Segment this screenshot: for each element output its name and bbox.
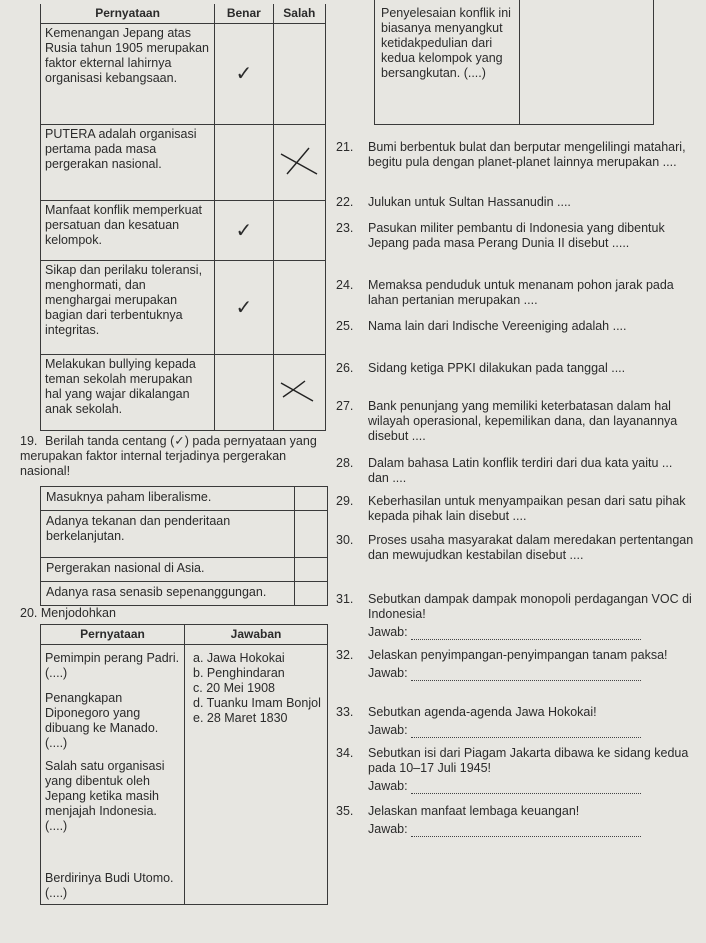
match-answer: e. 28 Maret 1830 — [193, 711, 288, 725]
cross-mark-icon — [273, 125, 325, 201]
answer-field[interactable] — [411, 782, 641, 794]
table-row-statement: Sikap dan perilaku toleransi, menghormati, dan menghargai merupakan bagian dari terbentuknya integritas. — [41, 261, 215, 355]
header-statement: Pernyataan — [41, 625, 185, 645]
question-34: 34. Sebutkan isi dari Piagam Jakarta dibawa ke sidang kedua pada 10–17 Juli 1945! Jawab: — [336, 746, 689, 793]
match-answer: d. Tuanku Imam Bonjol — [193, 696, 321, 710]
match-statement: Salah satu organisasi yang dibentuk oleh Jepang ketika masih menjajah Indonesia. (....) — [45, 759, 165, 833]
answer-label: Jawab: — [368, 666, 408, 680]
match-answer: a. Jawa Hokokai — [193, 651, 285, 665]
question-number: 20. — [20, 606, 38, 620]
question-text: Berilah tanda centang (✓) pada pernyataan yang merupakan faktor internal terjadinya pergerakan nasional! — [20, 434, 317, 478]
matching-table-20 — [40, 624, 328, 905]
answer-label: Jawab: — [368, 779, 408, 793]
question-32: 32. Jelaskan penyimpangan-penyimpangan tanam paksa! Jawab: — [336, 648, 668, 680]
question-35: 35. Jelaskan manfaat lembaga keuangan! Jawab: — [336, 804, 696, 837]
question-24: 24. Memaksa penduduk untuk menanam pohon jarak pada lahan pertanian merupakan .... — [336, 278, 674, 307]
header-statement: Pernyataan — [41, 4, 215, 24]
answer-field[interactable] — [411, 825, 641, 837]
question-26: 26. Sidang ketiga PPKI dilakukan pada tanggal .... — [336, 361, 626, 375]
question-number: 19. — [20, 434, 38, 448]
question-text: Menjodohkan — [40, 606, 116, 620]
statement-row: Adanya rasa senasib sepenanggungan. — [41, 582, 295, 606]
table-row-statement: Melakukan bullying kepada teman sekolah merupakan hal yang wajar dikalangan anak sekolah. — [41, 355, 215, 431]
cross-mark-icon — [273, 355, 325, 431]
question-21: 21. Bumi berbentuk bulat dan berputar mengelilingi matahari, begitu pula dengan planet-planet lainnya merupakan .... — [336, 140, 686, 169]
question-29: 29. Keberhasilan untuk menyampaikan pesan dari satu pihak kepada pihak lain disebut .... — [336, 494, 686, 523]
table-row-statement: Kemenangan Jepang atas Rusia tahun 1905 merupakan faktor ekternal lahirnya organisasi kebangsaan. — [41, 24, 215, 125]
statement-table-18 — [40, 4, 326, 431]
question-30: 30. Proses usaha masyarakat dalam meredakan pertentangan dan mewujudkan kestabilan disebut .... — [336, 533, 694, 562]
answer-field[interactable] — [411, 726, 641, 738]
table-continuation-box — [374, 0, 654, 125]
question-31: 31. Sebutkan dampak dampak monopoli perdagangan VOC di Indonesia! Jawab: — [336, 592, 692, 639]
statement-row: Pergerakan nasional di Asia. — [41, 558, 295, 582]
header-false: Salah — [273, 4, 325, 24]
header-answer: Jawaban — [185, 625, 328, 645]
question-25: 25. Nama lain dari Indische Vereeniging adalah .... — [336, 319, 627, 333]
question-19 — [20, 434, 332, 479]
checkbox-cell[interactable] — [295, 487, 328, 511]
table-row-statement: Penyelesaian konflik ini biasanya menyangkut ketidakpedulian dari kedua kelompok yang bersangkutan. (....) — [381, 6, 511, 80]
match-statement: Pemimpin perang Padri. (....) — [45, 651, 180, 680]
answer-label: Jawab: — [368, 822, 408, 836]
question-33: 33. Sebutkan agenda-agenda Jawa Hokokai! Jawab: — [336, 705, 696, 738]
table-row-statement: PUTERA adalah organisasi pertama pada masa pergerakan nasional. — [41, 125, 215, 201]
statement-row: Adanya tekanan dan penderitaan berkelanjutan. — [41, 511, 295, 558]
checkmark-icon: ✓ — [215, 24, 273, 125]
question-28: 28. Dalam bahasa Latin konflik terdiri dari dua kata yaitu ... dan .... — [336, 456, 673, 485]
statement-table-19 — [40, 486, 328, 606]
answer-label: Jawab: — [368, 625, 408, 639]
match-statement: Penangkapan Diponegoro yang dibuang ke Manado. (....) — [45, 691, 159, 750]
table-row-statement: Manfaat konflik memperkuat persatuan dan kesatuan kelompok. — [41, 201, 215, 261]
checkmark-icon: ✓ — [215, 261, 273, 355]
answer-label: Jawab: — [368, 723, 408, 737]
header-true: Benar — [215, 4, 273, 24]
question-23: 23. Pasukan militer pembantu di Indonesia yang dibentuk Jepang pada masa Perang Dunia II disebut ..... — [336, 221, 665, 250]
question-22: 22. Julukan untuk Sultan Hassanudin .... — [336, 195, 571, 209]
match-answer: b. Penghindaran — [193, 666, 285, 680]
question-27: 27. Bank penunjang yang memiliki keterbatasan dalam hal wilayah operasional, kepemilikan dana, dan layanannya disebut .... — [336, 399, 678, 443]
answer-field[interactable] — [411, 628, 641, 640]
question-20 — [20, 606, 116, 621]
answer-field[interactable] — [411, 669, 641, 681]
checkmark-icon: ✓ — [215, 201, 273, 261]
match-answer: c. 20 Mei 1908 — [193, 681, 275, 695]
statement-row: Masuknya paham liberalisme. — [41, 487, 295, 511]
checkbox-cell[interactable] — [295, 511, 328, 558]
checkbox-cell[interactable] — [295, 558, 328, 582]
match-statement: Berdirinya Budi Utomo. (....) — [45, 871, 174, 900]
checkbox-cell[interactable] — [295, 582, 328, 606]
